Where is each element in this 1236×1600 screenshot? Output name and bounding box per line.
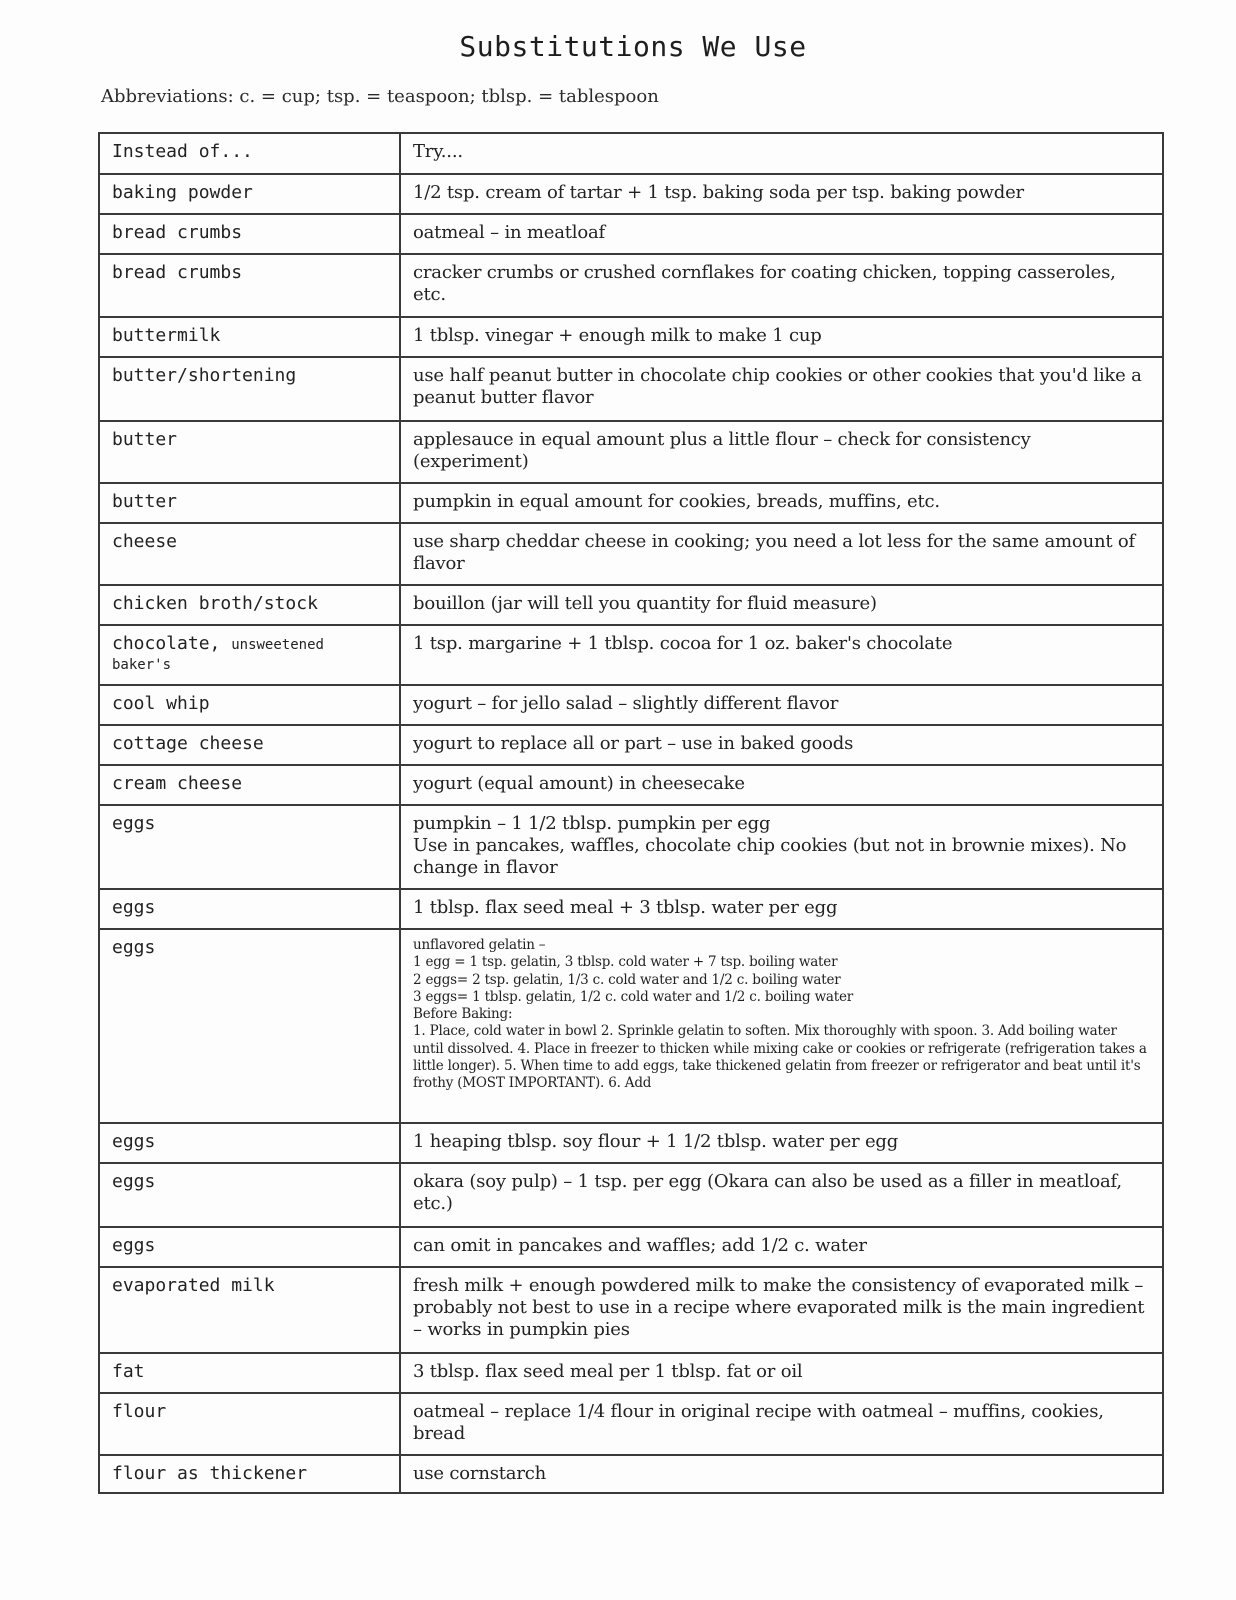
try-cell: yogurt – for jello salad – slightly different flavor bbox=[400, 685, 1163, 725]
table-row bbox=[99, 889, 1163, 929]
try-cell: use cornstarch bbox=[400, 1455, 1163, 1493]
table-header-row bbox=[99, 133, 1163, 174]
table-row bbox=[99, 1267, 1163, 1353]
try-cell: 1 tblsp. vinegar + enough milk to make 1 cup bbox=[400, 317, 1163, 357]
instead-of-cell: cottage cheese bbox=[99, 725, 400, 765]
try-cell: okara (soy pulp) – 1 tsp. per egg (Okara can also be used as a filler in meatloaf, etc.) bbox=[400, 1163, 1163, 1227]
table-row bbox=[99, 317, 1163, 357]
try-cell: fresh milk + enough powdered milk to make the consistency of evaporated milk – probably not best to use in a recipe where evaporated milk is the main ingredient – works in pumpkin pies bbox=[400, 1267, 1163, 1353]
instead-of-text: chocolate, bbox=[112, 633, 221, 654]
substitutions-table bbox=[98, 132, 1164, 1494]
abbreviations-note: Abbreviations: c. = cup; tsp. = teaspoon; tblsp. = tablespoon bbox=[101, 86, 659, 107]
table-row bbox=[99, 585, 1163, 625]
table-row bbox=[99, 765, 1163, 805]
instead-of-cell: eggs bbox=[99, 1123, 400, 1163]
try-line: 1 egg = 1 tsp. gelatin, 3 tblsp. cold water + 7 tsp. boiling water bbox=[413, 954, 838, 971]
table-row bbox=[99, 1163, 1163, 1227]
instead-of-cell: cool whip bbox=[99, 685, 400, 725]
instead-of-cell: eggs bbox=[99, 1163, 400, 1227]
instead-of-cell: bread crumbs bbox=[99, 254, 400, 317]
try-cell: yogurt to replace all or part – use in baked goods bbox=[400, 725, 1163, 765]
table-row bbox=[99, 214, 1163, 254]
table-row bbox=[99, 625, 1163, 685]
try-cell: pumpkin in equal amount for cookies, breads, muffins, etc. bbox=[400, 483, 1163, 523]
instead-of-cell: butter bbox=[99, 421, 400, 483]
try-line: 2 eggs= 2 tsp. gelatin, 1/3 c. cold water and 1/2 c. boiling water bbox=[413, 971, 841, 988]
table-row bbox=[99, 1455, 1163, 1493]
table-row bbox=[99, 483, 1163, 523]
instead-of-cell: flour bbox=[99, 1393, 400, 1455]
instead-of-cell: eggs bbox=[99, 889, 400, 929]
try-cell: oatmeal – in meatloaf bbox=[400, 214, 1163, 254]
table-row bbox=[99, 254, 1163, 317]
table-row bbox=[99, 357, 1163, 421]
instead-of-cell bbox=[99, 625, 400, 685]
try-line: Before Baking: bbox=[413, 1006, 513, 1023]
try-line: 3 eggs= 1 tblsp. gelatin, 1/2 c. cold water and 1/2 c. boiling water bbox=[413, 988, 854, 1005]
try-cell: 1/2 tsp. cream of tartar + 1 tsp. baking soda per tsp. baking powder bbox=[400, 174, 1163, 214]
instead-of-cell: baking powder bbox=[99, 174, 400, 214]
try-cell: bouillon (jar will tell you quantity for fluid measure) bbox=[400, 585, 1163, 625]
try-cell: use sharp cheddar cheese in cooking; you need a lot less for the same amount of flavor bbox=[400, 523, 1163, 585]
instead-of-cell: eggs bbox=[99, 1227, 400, 1267]
page-title: Substitutions We Use bbox=[459, 30, 807, 63]
instead-of-cell: cheese bbox=[99, 523, 400, 585]
instead-of-cell: flour as thickener bbox=[99, 1455, 400, 1493]
table-row bbox=[99, 1123, 1163, 1163]
instead-of-note: unsweetened bbox=[231, 637, 324, 653]
try-cell bbox=[400, 805, 1163, 889]
table-row bbox=[99, 805, 1163, 889]
instead-of-cell: evaporated milk bbox=[99, 1267, 400, 1353]
try-cell: can omit in pancakes and waffles; add 1/2 c. water bbox=[400, 1227, 1163, 1267]
try-cell: yogurt (equal amount) in cheesecake bbox=[400, 765, 1163, 805]
instead-of-cell: chicken broth/stock bbox=[99, 585, 400, 625]
instead-of-cell: buttermilk bbox=[99, 317, 400, 357]
try-cell: 1 tblsp. flax seed meal + 3 tblsp. water per egg bbox=[400, 889, 1163, 929]
table-row bbox=[99, 725, 1163, 765]
header-try: Try.... bbox=[400, 133, 1163, 174]
instead-of-cell: cream cheese bbox=[99, 765, 400, 805]
try-cell: applesauce in equal amount plus a little flour – check for consistency (experiment) bbox=[400, 421, 1163, 483]
try-line: Use in pancakes, waffles, chocolate chip cookies (but not in brownie mixes). No change in flavor bbox=[413, 835, 1127, 878]
table-row bbox=[99, 1227, 1163, 1267]
try-cell: cracker crumbs or crushed cornflakes for coating chicken, topping casseroles, etc. bbox=[400, 254, 1163, 317]
table-row bbox=[99, 174, 1163, 214]
table-row bbox=[99, 929, 1163, 1123]
table-row bbox=[99, 1353, 1163, 1393]
try-line: unflavored gelatin – bbox=[413, 937, 546, 953]
instead-of-line2: baker's bbox=[112, 657, 172, 673]
table-row bbox=[99, 1393, 1163, 1455]
instead-of-cell: fat bbox=[99, 1353, 400, 1393]
instead-of-cell: butter bbox=[99, 483, 400, 523]
instead-of-cell: eggs bbox=[99, 805, 400, 889]
instead-of-cell: butter/shortening bbox=[99, 357, 400, 421]
table-row bbox=[99, 523, 1163, 585]
try-cell: oatmeal – replace 1/4 flour in original recipe with oatmeal – muffins, cookies, bread bbox=[400, 1393, 1163, 1455]
try-line: 1. Place, cold water in bowl 2. Sprinkle gelatin to soften. Mix thoroughly with spoon. 3. Add boiling water until dissolved. 4. Place in freezer to thicken while mixing cake or cookies or refrigerate (refrigeration takes a little longer). 5. When time to add eggs, take thickened gelatin from freezer or refrigerator and beat until it's frothy (MOST IMPORTANT). 6. Add bbox=[413, 1023, 1147, 1092]
instead-of-cell: bread crumbs bbox=[99, 214, 400, 254]
table-row bbox=[99, 685, 1163, 725]
try-cell: 1 tsp. margarine + 1 tblsp. cocoa for 1 oz. baker's chocolate bbox=[400, 625, 1163, 685]
table-row bbox=[99, 421, 1163, 483]
header-instead-of: Instead of... bbox=[99, 133, 400, 174]
try-cell: use half peanut butter in chocolate chip cookies or other cookies that you'd like a peanut butter flavor bbox=[400, 357, 1163, 421]
try-cell: 1 heaping tblsp. soy flour + 1 1/2 tblsp. water per egg bbox=[400, 1123, 1163, 1163]
try-cell: 3 tblsp. flax seed meal per 1 tblsp. fat or oil bbox=[400, 1353, 1163, 1393]
instead-of-cell: eggs bbox=[99, 929, 400, 1123]
try-cell bbox=[400, 929, 1163, 1123]
try-line: pumpkin – 1 1/2 tblsp. pumpkin per egg bbox=[413, 813, 771, 834]
